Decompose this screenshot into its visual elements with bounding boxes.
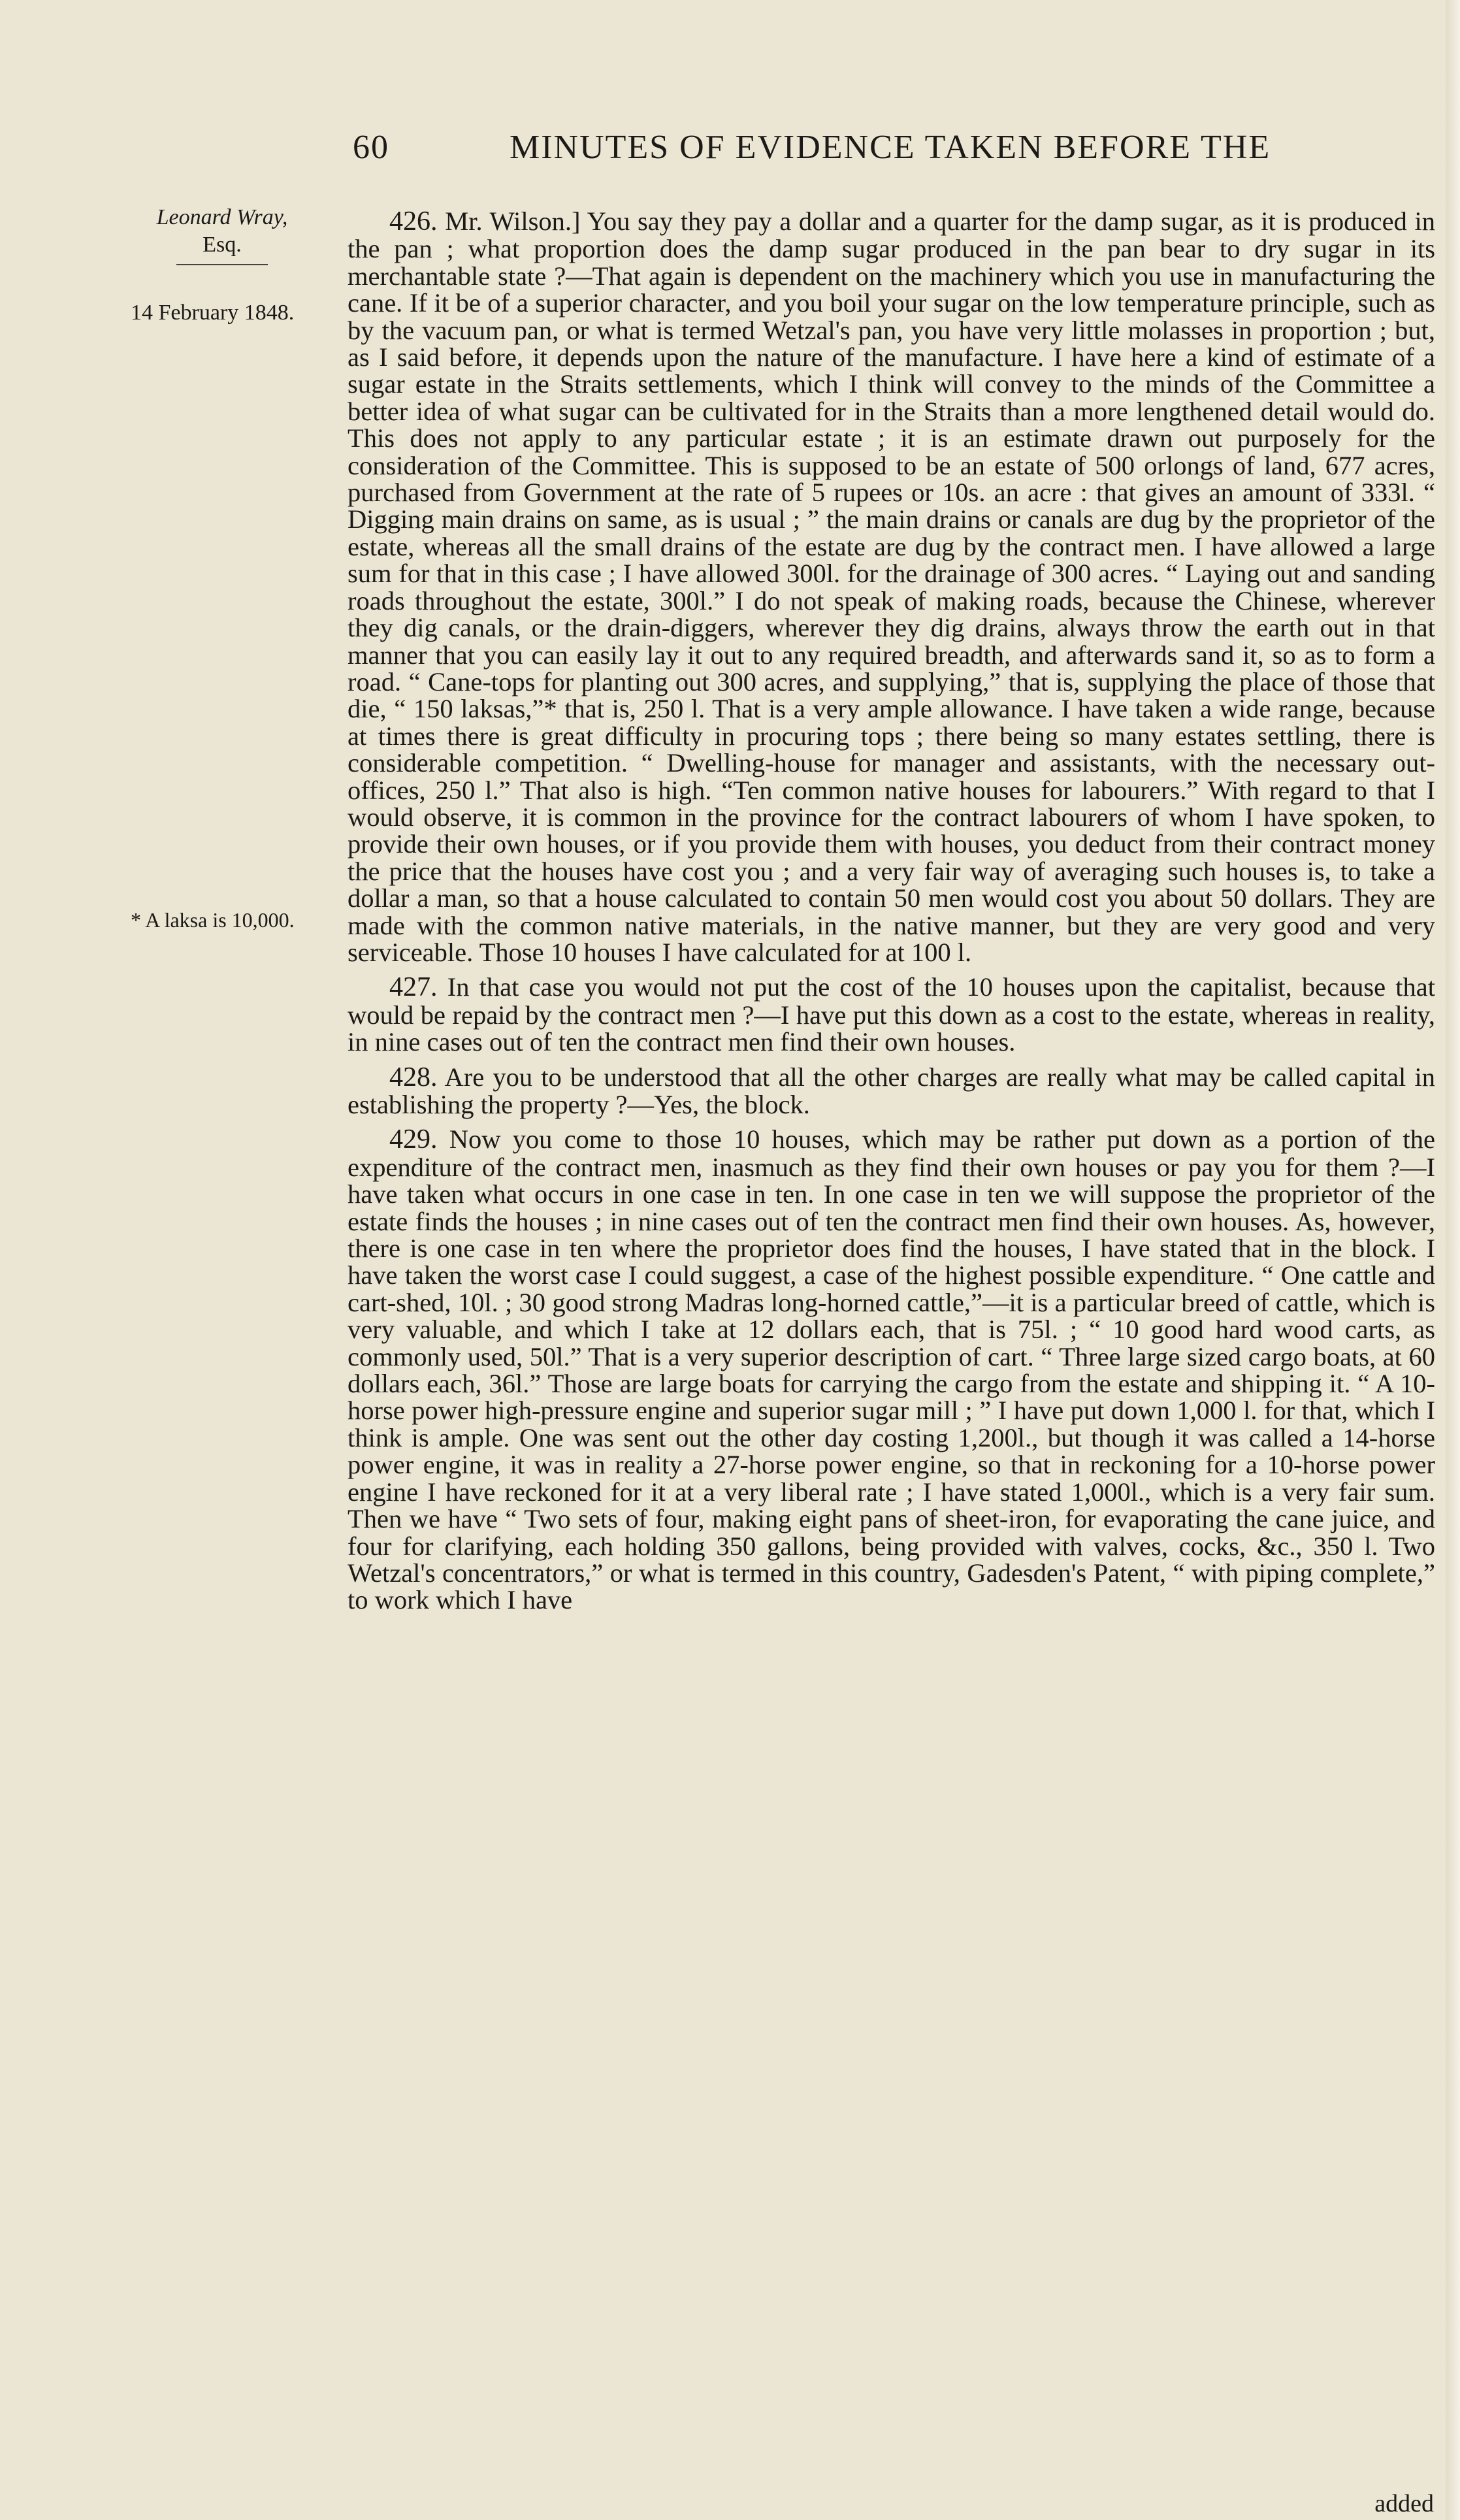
question-428: [348, 1064, 1435, 1119]
question-number: 428.: [389, 1062, 438, 1092]
question-text: Are you to be understood that all the other charges are really what may be called capital in establishing the property ?—Yes, the block.: [348, 1062, 1435, 1119]
witness-name: Leonard Wray,: [156, 205, 288, 229]
witness-note: [105, 204, 340, 270]
catchword: added: [1374, 2490, 1434, 2517]
question-number: 429.: [389, 1124, 438, 1155]
margin-rule: [176, 264, 268, 265]
header-title: MINUTES OF EVIDENCE TAKEN BEFORE THE: [510, 129, 1271, 166]
page-edge: [1446, 0, 1460, 2520]
question-426: [348, 208, 1435, 966]
page-number: 60: [353, 129, 389, 166]
body-text: [348, 208, 1435, 1622]
question-text: In that case you would not put the cost of the 10 houses upon the capitalist, because that would be repaid by the contract men ?—I have put this down as a cost to the estate, whereas in reality, in nine cases out of ten the contract men find their own houses.: [348, 972, 1436, 1057]
question-427: [348, 974, 1435, 1055]
question-text: Mr. Wilson.] You say they pay a dollar and a quarter for the damp sugar, as it is produced in the pan ; what proportion does the damp sugar produced in the pan bear to dry sugar in its merchantable state ?—That again is dependent on the machinery which you use in manufacturing the cane. If it be of a superior character, and you boil your sugar on the low temperature principle, such as by the vacuum pan, or what is termed Wetzal's pan, you have very little molasses in proportion ; but, as I said before, it depends upon the nature of the manufacture. I have here a kind of estimate of a sugar estate in the Straits settlements, which I think will convey to the minds of the Committee a better idea of what sugar can be cultivated for in the Straits than a more lengthened detail would do. This does not apply to any particular estate ; it is an estimate drawn out purposely for the consideration of the Committee. This is supposed to be an estate of 500 orlongs of land, 677 acres, purchased from Government at the rate of 5 rupees or 10s. an acre : that gives an amount of 333l. “ Digging main drains on same, as is usual ; ” the main drains or canals are dug by the proprietor of the estate, whereas all the small drains of the estate are dug by the contract men. I have allowed a large sum for that in this case ; I have allowed 300l. for the drainage of 300 acres. “ Laying out and sanding roads throughout the estate, 300l.” I do not speak of making roads, because the Chinese, wherever they dig canals, or the drain-diggers, wherever they dig drains, always throw the earth out in that manner that you can easily lay it out to any required breadth, and afterwards sand it, so as to form a road. “ Cane-tops for planting out 300 acres, and supplying,” that is, supplying the place of those that die, “ 150 laksas,”* that is, 250 l. That is a very ample allowance. I have taken a wide range, because at times there is great difficulty in procuring tops ; there being so many estates settling, there is considerable competition. “ Dwelling-house for manager and assistants, with the necessary out-offices, 250 l.” That also is high. “Ten common native houses for labourers.” With regard to that I would observe, it is common in the province for the contract labourers of whom I have spoken, to provide their own houses, or if you provide them with houses, you deduct from their contract money the price that the houses have cost you ; and a very fair way of averaging such houses is, to take a dollar a man, so that a house calculated to contain 50 men would cost you about 50 dollars. They are made with the common native materials, in the native manner, but they are very good and very serviceable. Those 10 houses I have calculated for at 100 l.: [348, 206, 1436, 967]
question-number: 426.: [389, 206, 438, 237]
witness-title: Esq.: [203, 233, 242, 257]
question-429: [348, 1126, 1435, 1613]
margin-date: 14 February 1848.: [131, 301, 295, 325]
question-text: Now you come to those 10 houses, which may be rather put down as a portion of the expenditure of the contract men, inasmuch as they find their own houses or pay you for them ?—I have taken what occurs in one case in ten. In one case in ten we will suppose the proprietor of the estate finds the houses ; in nine cases out of ten the contract men find their own houses. As, however, there is one case in ten where the proprietor does find the houses, I have stated that in the block. I have taken the worst case I could suggest, a case of the highest possible expenditure. “ One cattle and cart-shed, 10l. ; 30 good strong Madras long-horned cattle,”—it is a particular breed of cattle, which is very valuable, and which I take at 12 dollars each, that is 75l. ; “ 10 good hard wood carts, as commonly used, 50l.” That is a very superior description of cart. “ Three large sized cargo boats, at 60 dollars each, 36l.” Those are large boats for carrying the cargo from the estate and shipping it. “ A 10-horse power high-pressure engine and superior sugar mill ; ” I have put down 1,000 l. for that, which I think is ample. One was sent out the other day costing 1,200l., but though it was called a 14-horse power engine, it was in reality a 27-horse power engine, so that in reckoning for a 10-horse power engine I have reckoned for it at a very liberal rate ; I have stated 1,000l., which is a very fair sum. Then we have “ Two sets of four, making eight pans of sheet-iron, for evaporating the cane juice, and four for clarifying, each holding 350 gallons, being provided with valves, cocks, &c., 350 l. Two Wetzal's concentrators,” or what is termed in this country, Gadesden's Patent, “ with piping complete,” to work which I have: [348, 1124, 1436, 1615]
running-header: [353, 128, 1293, 174]
margin-footnote: * A laksa is 10,000.: [131, 908, 295, 932]
question-number: 427.: [389, 972, 438, 1003]
